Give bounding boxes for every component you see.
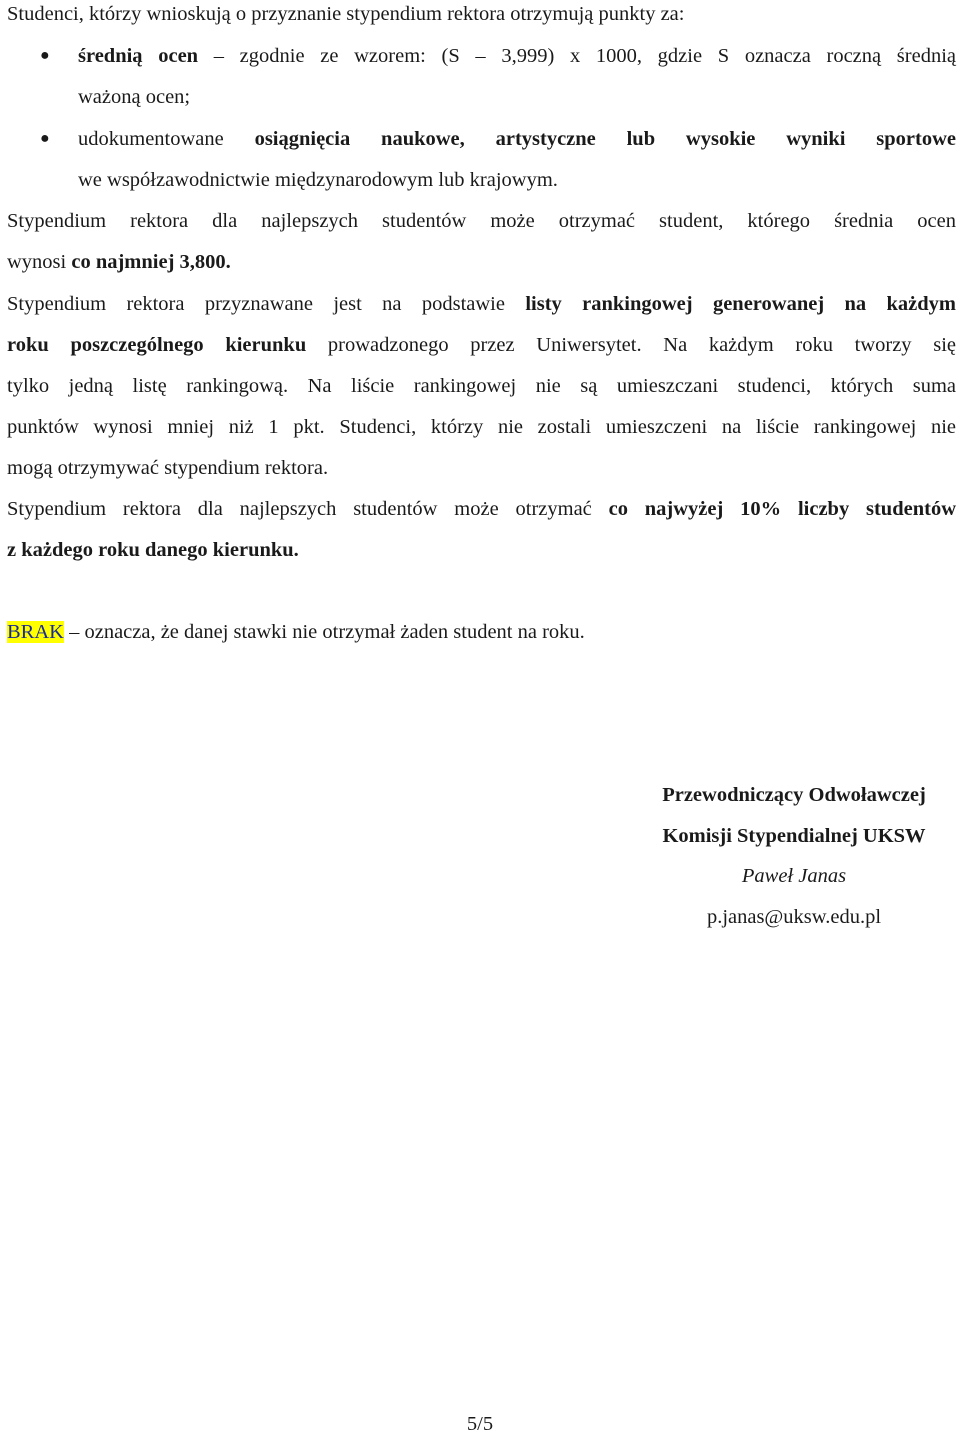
para1-bold: co najmniej 3,800. xyxy=(71,251,231,273)
para2-l2-bold: roku poszczególnego kierunku xyxy=(7,334,307,356)
bullet-2-prefix: udokumentowane xyxy=(78,128,255,150)
para2-line-1 xyxy=(7,290,956,318)
para2-l4-a: punktów wynosi mniej niż 1 pkt. xyxy=(7,416,325,438)
para2-line-2 xyxy=(7,331,956,359)
para2-l1-prefix: Stypendium rektora przyznawane jest na podstawie xyxy=(7,293,526,315)
para1-prefix: wynosi xyxy=(7,251,72,273)
brak-keyword: BRAK xyxy=(7,621,64,643)
para2-line-4 xyxy=(7,413,956,441)
para3-l1-prefix: Stypendium rektora dla najlepszych studentów może otrzymać xyxy=(7,498,609,520)
para3-l2-bold: z każdego roku danego kierunku. xyxy=(7,539,299,561)
bullet-icon: ● xyxy=(40,130,50,147)
para2-l4-b: Studenci, którzy nie zostali umieszczeni na liście rankingowej nie xyxy=(324,416,956,438)
para3-l1-bold: co najwyżej 10% liczby studentów xyxy=(608,498,956,520)
para2-l3-a: tylko jedną listę rankingową. xyxy=(7,375,289,397)
legend-text: – oznacza, że danej stawki nie otrzymał żaden student na roku. xyxy=(69,621,585,643)
signature-title-1-text: Przewodniczący Odwoławczej xyxy=(662,784,926,806)
para3-line-2 xyxy=(7,536,299,564)
para2-line-5: mogą otrzymywać stypendium rektora. xyxy=(7,457,329,479)
bullet-2-bold: osiągnięcia naukowe, artystyczne lub wysokie wyniki sportowe xyxy=(254,128,956,150)
bullet-1-bold: średnią ocen xyxy=(78,45,199,67)
intro-text: Studenci, którzy wnioskują o przyznanie stypendium rektora otrzymują punkty za: xyxy=(7,3,685,25)
signature-title-line-1 xyxy=(642,781,946,809)
para2-l3-b: Na liście rankingowej nie są umieszczani studenci, których suma xyxy=(288,375,956,397)
signature-name: Paweł Janas xyxy=(741,865,847,887)
para2-l1-bold: listy rankingowej generowanej na każdym xyxy=(525,293,957,315)
para2-line-3 xyxy=(7,372,956,400)
legend-line xyxy=(7,618,585,646)
signature-title-line-2 xyxy=(642,822,946,850)
bullet-1-line-2: ważoną ocen; xyxy=(78,86,191,108)
para3-line-1 xyxy=(7,495,956,523)
para1-line-1: Stypendium rektora dla najlepszych studentów może otrzymać student, którego średnia ocen xyxy=(7,210,956,232)
bullet-1-line-1 xyxy=(78,42,956,70)
signature-email: p.janas@uksw.edu.pl xyxy=(706,906,882,928)
bullet-1-rest: – zgodnie ze wzorem: (S – 3,999) x 1000, gdzie S oznacza roczną średnią xyxy=(198,45,956,67)
signature-title-2-text: Komisji Stypendialnej UKSW xyxy=(662,825,926,847)
page-number: 5/5 xyxy=(466,1413,494,1435)
bullet-2-line-1 xyxy=(78,125,956,153)
bullet-2-line-2: we współzawodnictwie międzynarodowym lub krajowym. xyxy=(78,169,558,191)
bullet-icon: ● xyxy=(40,47,50,64)
para1-line-2 xyxy=(7,248,231,276)
para2-l2-rest: prowadzonego przez Uniwersytet. Na każdym roku tworzy się xyxy=(306,334,956,356)
